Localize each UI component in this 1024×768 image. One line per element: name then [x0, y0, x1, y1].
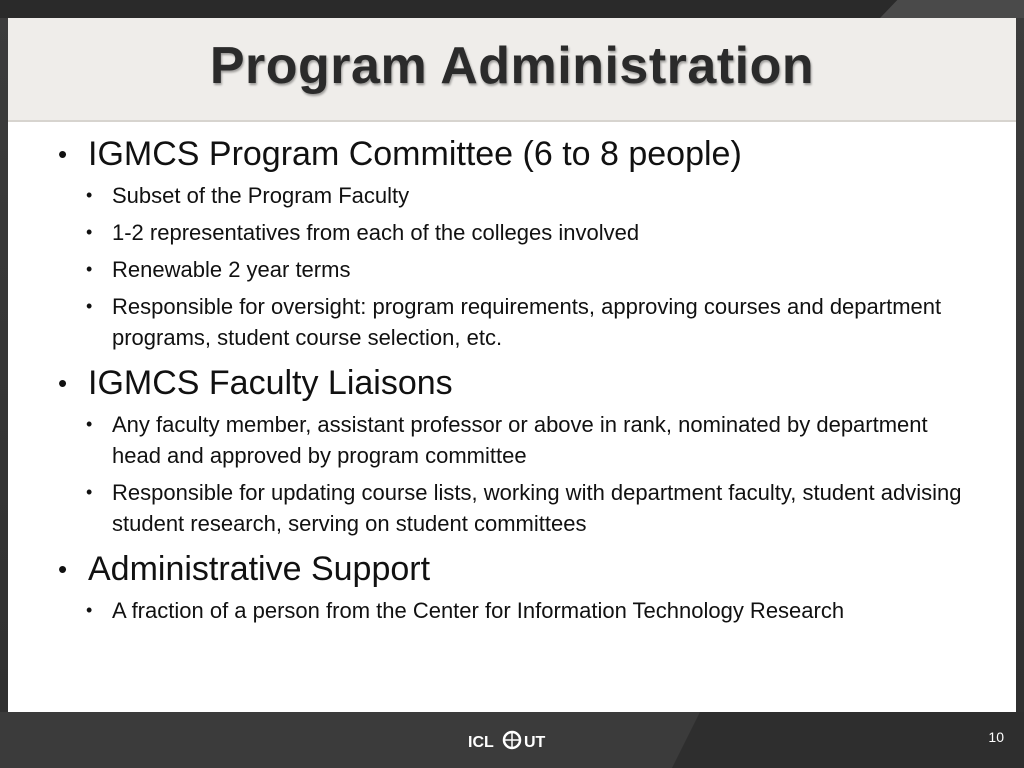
sub-bullet: [58, 180, 978, 211]
sub-bullet: [58, 477, 978, 539]
sub-bullet: [58, 254, 978, 285]
svg-text:UT: UT: [524, 734, 546, 751]
svg-text:ICL: ICL: [468, 734, 494, 751]
bullet-heading: [58, 134, 978, 174]
bullet-heading-text: Administrative Support: [88, 550, 431, 588]
top-band-stripe: [880, 0, 1024, 18]
bullet-dot-icon: •: [86, 222, 93, 242]
sub-bullet: [58, 291, 978, 353]
bullet-dot-icon: •: [86, 296, 93, 316]
bullet-dot-icon: •: [58, 368, 68, 398]
sub-bullet-text: Responsible for oversight: program requirements, approving courses and department programs, student course selection, etc.: [112, 294, 942, 350]
bullet-heading-text: IGMCS Faculty Liaisons: [88, 364, 453, 402]
bullet-dot-icon: •: [86, 482, 93, 502]
bullet-heading: [58, 363, 978, 403]
footer-stripe: [0, 712, 700, 768]
sub-bullet-text: A fraction of a person from the Center for Information Technology Research: [112, 598, 845, 623]
bullet-dot-icon: •: [86, 600, 93, 620]
top-band: [0, 0, 1024, 18]
sub-bullet-text: Subset of the Program Faculty: [112, 183, 410, 208]
icl-ut-logo: [466, 724, 558, 756]
sub-bullet: [58, 409, 978, 471]
sub-bullet: [58, 217, 978, 248]
bullet-dot-icon: •: [58, 554, 68, 584]
sub-bullet-text: Responsible for updating course lists, working with department faculty, student advising student research, serving on student committees: [112, 480, 962, 536]
bullet-dot-icon: •: [58, 139, 68, 169]
page-number: 10: [988, 729, 1004, 745]
bullet-dot-icon: •: [86, 259, 93, 279]
bullet-heading: [58, 549, 978, 589]
sub-bullet-text: Renewable 2 year terms: [112, 257, 351, 282]
sub-bullet: [58, 595, 978, 626]
sub-bullet-text: 1-2 representatives from each of the colleges involved: [112, 220, 640, 245]
slide-title: Program Administration: [209, 37, 815, 95]
bullet-heading-text: IGMCS Program Committee (6 to 8 people): [88, 135, 742, 173]
bullet-dot-icon: •: [86, 185, 93, 205]
bullet-list: [58, 134, 978, 626]
bullet-dot-icon: •: [86, 414, 93, 434]
sub-bullet-text: Any faculty member, assistant professor or above in rank, nominated by department head and approved by program committee: [112, 412, 928, 468]
